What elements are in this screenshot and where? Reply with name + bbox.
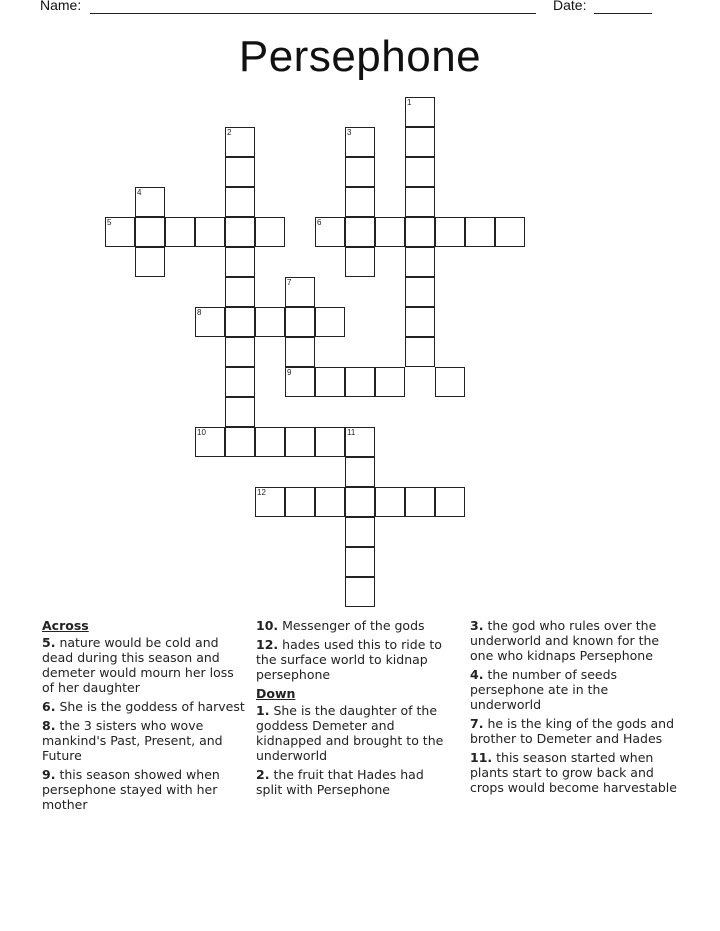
grid-cell[interactable] bbox=[345, 187, 375, 217]
grid-cell[interactable] bbox=[225, 307, 255, 337]
clue-number: 4 bbox=[137, 188, 142, 197]
grid-cell[interactable] bbox=[225, 337, 255, 367]
grid-cell[interactable] bbox=[225, 157, 255, 187]
grid-cell[interactable] bbox=[405, 337, 435, 367]
grid-cell[interactable] bbox=[405, 97, 435, 127]
clue-number: 5 bbox=[107, 218, 112, 227]
grid-cell[interactable] bbox=[225, 367, 255, 397]
grid-cell[interactable] bbox=[435, 217, 465, 247]
grid-cell[interactable] bbox=[285, 427, 315, 457]
grid-cell[interactable] bbox=[345, 517, 375, 547]
grid-cell[interactable] bbox=[405, 487, 435, 517]
grid-cell[interactable] bbox=[405, 277, 435, 307]
grid-cell[interactable] bbox=[405, 247, 435, 277]
grid-cell[interactable] bbox=[315, 427, 345, 457]
grid-cell[interactable] bbox=[225, 427, 255, 457]
grid-cell[interactable] bbox=[135, 247, 165, 277]
grid-cell[interactable] bbox=[345, 457, 375, 487]
grid-cell[interactable] bbox=[285, 307, 315, 337]
grid-cell[interactable] bbox=[285, 337, 315, 367]
grid-cell[interactable] bbox=[405, 187, 435, 217]
grid-cell[interactable] bbox=[345, 427, 375, 457]
grid-cell[interactable] bbox=[405, 307, 435, 337]
grid-cell[interactable] bbox=[195, 427, 225, 457]
clue-number: 6 bbox=[317, 218, 322, 227]
across-heading: Across bbox=[42, 618, 89, 633]
grid-cell[interactable] bbox=[225, 217, 255, 247]
grid-cell[interactable] bbox=[345, 487, 375, 517]
grid-cell[interactable] bbox=[315, 217, 345, 247]
clue-number: 1 bbox=[407, 98, 412, 107]
puzzle-title: Persephone bbox=[238, 32, 482, 81]
grid-cell[interactable] bbox=[285, 487, 315, 517]
grid-cell[interactable] bbox=[465, 217, 495, 247]
clue-number: 3 bbox=[347, 128, 352, 137]
grid-cell[interactable] bbox=[345, 247, 375, 277]
grid-cell[interactable] bbox=[345, 217, 375, 247]
grid-cell[interactable] bbox=[405, 157, 435, 187]
clue-down-7: 7. he is the king of the gods and brother to Demeter and Hades bbox=[470, 716, 675, 746]
grid-cell[interactable] bbox=[345, 577, 375, 607]
clue-number: 10 bbox=[197, 428, 206, 437]
clue-number: 2 bbox=[227, 128, 232, 137]
grid-cell[interactable] bbox=[255, 307, 285, 337]
grid-cell[interactable] bbox=[255, 487, 285, 517]
grid-cell[interactable] bbox=[405, 127, 435, 157]
down-heading: Down bbox=[256, 686, 296, 701]
grid-cell[interactable] bbox=[225, 397, 255, 427]
clue-across-8: 8. the 3 sisters who wove mankind's Past, Present, and Future bbox=[42, 718, 223, 763]
grid-cell[interactable] bbox=[345, 157, 375, 187]
grid-cell[interactable] bbox=[435, 487, 465, 517]
grid-cell[interactable] bbox=[375, 487, 405, 517]
clues-column-2 bbox=[256, 618, 452, 801]
grid-cell[interactable] bbox=[345, 127, 375, 157]
grid-cell[interactable] bbox=[225, 247, 255, 277]
clue-number: 12 bbox=[257, 488, 266, 497]
grid-cell[interactable] bbox=[195, 307, 225, 337]
grid-cell[interactable] bbox=[315, 367, 345, 397]
grid-cell[interactable] bbox=[105, 217, 135, 247]
grid-cell[interactable] bbox=[225, 187, 255, 217]
name-label: Name: bbox=[40, 0, 82, 13]
grid-cell[interactable] bbox=[375, 367, 405, 397]
grid-cell[interactable] bbox=[315, 487, 345, 517]
grid-cell[interactable] bbox=[345, 547, 375, 577]
clues-column-3 bbox=[470, 618, 680, 799]
grid-cell[interactable] bbox=[285, 367, 315, 397]
clue-down-3: 3. the god who rules over the underworld and known for the one who kidnaps Persephone bbox=[470, 618, 660, 663]
grid-cell[interactable] bbox=[255, 427, 285, 457]
grid-cell[interactable] bbox=[225, 127, 255, 157]
grid-cell[interactable] bbox=[405, 217, 435, 247]
clue-number: 8 bbox=[197, 308, 202, 317]
grid-cell[interactable] bbox=[345, 367, 375, 397]
clues-column-1 bbox=[42, 618, 247, 816]
clue-across-9: 9. this season showed when persephone stayed with her mother bbox=[42, 767, 220, 812]
clue-across-10: 10. Messenger of the gods bbox=[256, 618, 425, 633]
grid-cell[interactable] bbox=[315, 307, 345, 337]
clue-down-2: 2. the fruit that Hades had split with Persephone bbox=[256, 767, 424, 797]
grid-cell[interactable] bbox=[135, 217, 165, 247]
grid-cell[interactable] bbox=[195, 217, 225, 247]
grid-cell[interactable] bbox=[165, 217, 195, 247]
clue-down-1: 1. She is the daughter of the goddess Demeter and kidnapped and brought to the underworld bbox=[256, 703, 444, 763]
grid-cell[interactable] bbox=[285, 277, 315, 307]
clue-down-11: 11. this season started when plants start to grow back and crops would become harvestable bbox=[470, 750, 677, 795]
clue-number: 9 bbox=[287, 368, 292, 377]
grid-cell[interactable] bbox=[435, 367, 465, 397]
grid-cell[interactable] bbox=[495, 217, 525, 247]
clue-across-12: 12. hades used this to ride to the surface world to kidnap persephone bbox=[256, 637, 442, 682]
grid-cell[interactable] bbox=[225, 277, 255, 307]
clue-number: 11 bbox=[347, 428, 356, 437]
clue-across-5: 5. nature would be cold and dead during this season and demeter would mourn her loss of her daughter bbox=[42, 635, 234, 695]
grid-cell[interactable] bbox=[255, 217, 285, 247]
date-label: Date: bbox=[553, 0, 587, 13]
clue-across-6: 6. She is the goddess of harvest bbox=[42, 699, 245, 714]
clue-number: 7 bbox=[287, 278, 292, 287]
grid-cell[interactable] bbox=[135, 187, 165, 217]
clue-down-4: 4. the number of seeds persephone ate in the underworld bbox=[470, 667, 618, 712]
grid-cell[interactable] bbox=[375, 217, 405, 247]
